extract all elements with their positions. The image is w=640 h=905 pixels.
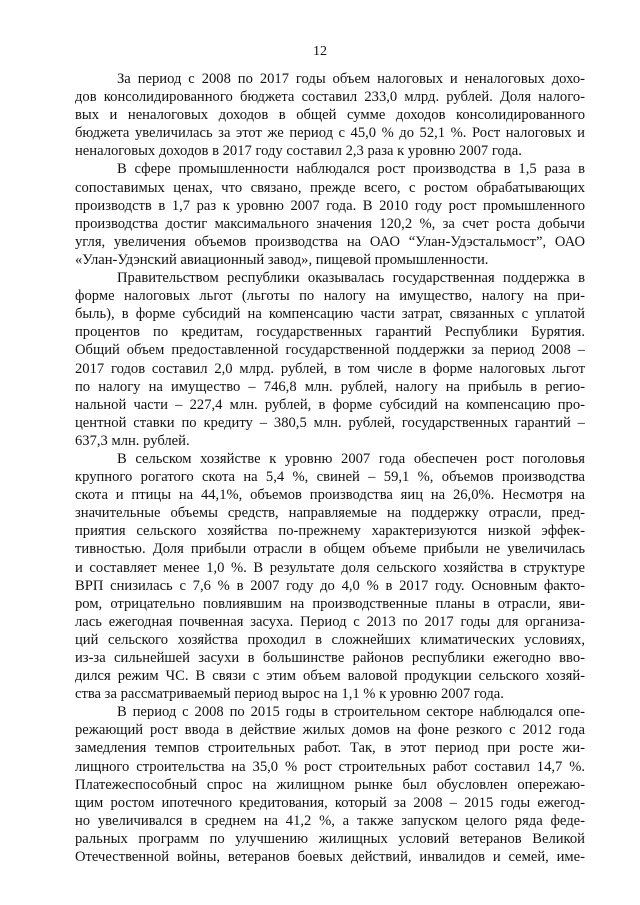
text-line: режающий рост ввода в действие жилых домов на фоне резкого с 2012 года <box>75 722 585 739</box>
paragraph-construction <box>75 703 585 866</box>
text-line: Отечественной войны, ветеранов боевых действий, инвалидов и семей, име- <box>75 849 585 866</box>
text-line: «Улан-Удэнский авиационный завод», пищевой промышленности. <box>75 251 489 268</box>
text-line: Платежеспособный спрос на жилищном рынке был обусловлен опережаю- <box>75 776 585 793</box>
text-line: дился режим ЧС. В связи с этим объем валовой продукции сельского хозяй- <box>75 668 585 685</box>
text-line: бюджета увеличилась за этот же период с 45,0 % до 52,1 %. Рост налоговых и <box>75 125 585 142</box>
text-line: и составляет менее 1,0 %. В результате доля сельского хозяйства в структуре <box>75 559 585 576</box>
text-line: центной ставки по кредиту – 380,5 млн. рублей, государственных гарантий – <box>75 414 585 431</box>
text-line: Общий объем предоставленной государственной поддержки за период 2008 – <box>75 342 585 359</box>
paragraph-state-support <box>75 269 585 450</box>
text-line: ций сельского хозяйства проходил в сложнейших климатических условиях, <box>75 631 585 648</box>
text-line: угля, увеличения объемов производства на ОАО “Улан-Удэстальмост”, ОАО <box>75 233 585 250</box>
text-line: неналоговых доходов в 2017 году составил 2,3 раза к уровню 2007 года. <box>75 143 522 160</box>
text-line: тивностью. Доля прибыли отрасли в общем объеме прибыли не увеличилась <box>75 541 585 558</box>
text-line: значительные объемы средств, направляемые на поддержку отрасли, пред- <box>75 505 585 522</box>
text-line: из-за сильнейшей засухи в большинстве районов республики ежегодно вво- <box>75 650 585 666</box>
body-text <box>75 70 585 866</box>
text-line: но увеличивался в среднем на 41,2 %, а также запуском целого ряда феде- <box>75 812 585 829</box>
text-line: В период с 2008 по 2015 годы в строительном секторе наблюдался опе- <box>117 704 585 721</box>
text-line: скота и птицы на 44,1%, объемов производства яиц на 26,0%. Несмотря на <box>75 487 585 504</box>
text-line: ВРП снизилась с 7,6 % в 2007 году до 4,0 % в 2017 году. Основным факто- <box>75 577 585 594</box>
paragraph-industry <box>75 160 585 269</box>
text-line: За период с 2008 по 2017 годы объем налоговых и неналоговых дохо- <box>117 71 585 87</box>
page-number: 12 <box>313 44 327 59</box>
text-line: форме налоговых льгот (льготы по налогу на имущество, налогу на при- <box>75 288 585 305</box>
text-line: ром, отрицательно повлиявшим на производственные планы в отрасли, яви- <box>75 595 585 612</box>
text-line: быль), в форме субсидий на компенсацию части затрат, связанных с уплатой <box>75 306 585 323</box>
paragraph-tax-revenue <box>75 70 585 160</box>
text-line: щим ростом ипотечного кредитования, который за 2008 – 2015 годы ежегод- <box>75 794 585 811</box>
paragraph-agriculture <box>75 450 585 703</box>
text-line: по налогу на имущество – 746,8 млн. рублей, налогу на прибыль в регио- <box>75 378 585 395</box>
text-line: Правительством республики оказывалась государственная поддержка в <box>117 270 585 287</box>
text-line: 2017 годов составил 2,0 млрд. рублей, в том числе в форме налоговых льгот <box>75 360 585 377</box>
text-line: ства за рассматриваемый период вырос на 1,1 % к уровню 2007 года. <box>75 686 504 703</box>
text-line: вых и неналоговых доходов в общей сумме доходов консолидированного <box>75 107 585 124</box>
text-line: крупного рогатого скота на 5,4 %, свиней – 59,1 %, объемов производства <box>75 469 585 486</box>
text-line: сопоставимых ценах, что связано, прежде всего, с ростом обрабатывающих <box>75 179 585 196</box>
text-line: лась ежегодная почвенная засуха. Период с 2013 по 2017 годы для организа- <box>75 613 585 630</box>
text-line: В сфере промышленности наблюдался рост производства в 1,5 раза в <box>117 161 585 178</box>
text-line: нальной части – 227,4 млн. рублей, в форме субсидий на компенсацию про- <box>75 396 585 413</box>
text-line: производств в 1,7 раз к уровню 2007 года. В 2010 году рост промышленного <box>75 197 585 214</box>
text-line: ральных программ по улучшению жилищных условий ветеранов Великой <box>75 830 585 847</box>
text-line: В сельском хозяйстве к уровню 2007 года обеспечен рост поголовья <box>117 450 585 467</box>
text-line: производства достиг максимального значения 120,2 %, за счет роста добычи <box>75 215 585 232</box>
text-line: дов консолидированного бюджета составил 233,0 млрд. рублей. Доля налого- <box>75 89 585 106</box>
text-line: лищного строительства на 35,0 % рост строительных работ составил 14,7 %. <box>75 758 585 775</box>
text-line: замедления темпов строительных работ. Так, в этот период при росте жи- <box>75 740 585 757</box>
text-line: 637,3 млн. рублей. <box>75 432 190 449</box>
text-line: приятия сельского хозяйства по-прежнему характеризуются низкой эффек- <box>75 523 585 540</box>
text-line: процентов по кредитам, государственных гарантий Республики Бурятия. <box>75 324 585 341</box>
